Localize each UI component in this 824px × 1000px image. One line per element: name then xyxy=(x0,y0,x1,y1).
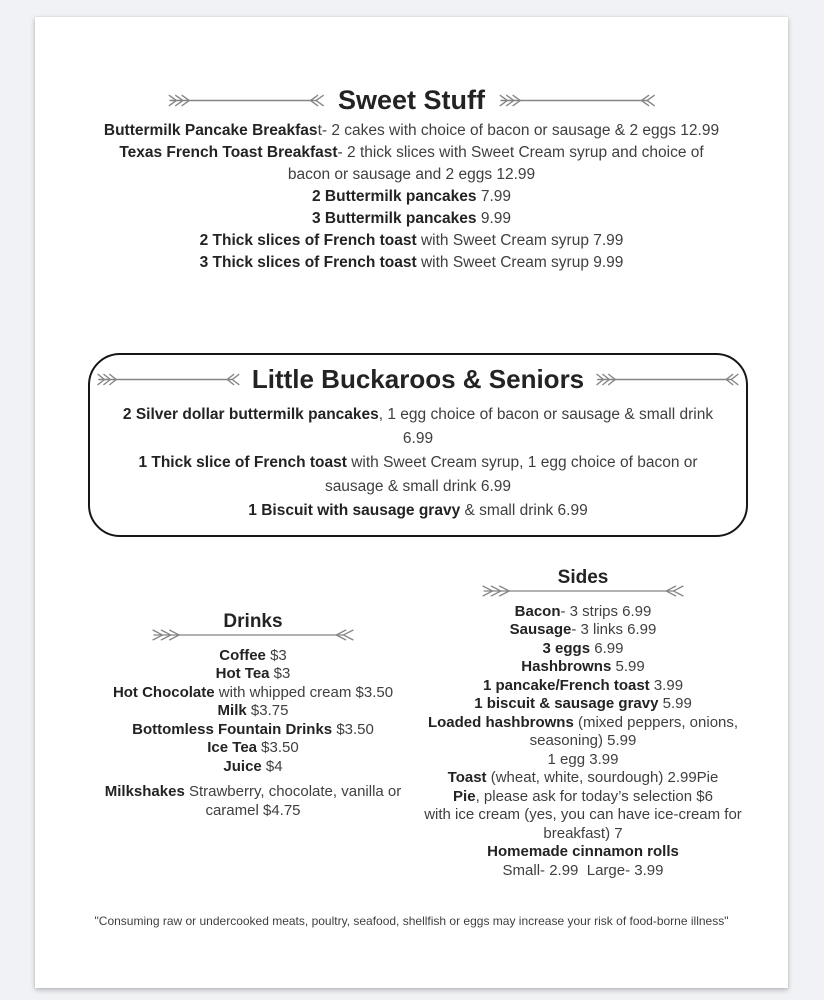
item-desc: with Sweet Cream syrup, 1 egg choice of bacon or sausage & small drink 6.99 xyxy=(324,453,698,495)
item-name: Coffee xyxy=(219,646,266,664)
item-name: Milk xyxy=(217,702,247,720)
arrow-left-icon xyxy=(166,93,327,108)
menu-item xyxy=(423,862,743,881)
menu-item xyxy=(103,665,403,684)
columns-area xyxy=(35,567,788,927)
item-name: Texas French Toast Breakfast xyxy=(119,143,338,161)
menu-item xyxy=(423,603,743,622)
disclaimer-text: "Consuming raw or undercooked meats, poultry, seafood, shellfish or eggs may increase your risk of food-borne illness" xyxy=(94,914,729,928)
menu-item xyxy=(423,751,743,770)
item-desc: $3.50 xyxy=(257,739,299,757)
menu-sheet xyxy=(35,17,788,988)
item-name: Hot Chocolate xyxy=(112,683,215,701)
item-desc: t- 2 cakes with choice of bacon or sausage & 2 eggs 12.99 xyxy=(317,121,720,139)
item-desc: $3.50 xyxy=(332,720,374,738)
item-desc: $3.75 xyxy=(246,702,289,720)
menu-item xyxy=(103,721,403,740)
item-desc: 7.99 xyxy=(476,187,512,205)
item-name: Hot Tea xyxy=(215,665,270,683)
item-desc: - 3 links 6.99 xyxy=(571,621,657,639)
drinks-items xyxy=(103,647,403,821)
item-name: Toast xyxy=(447,769,487,787)
menu-item xyxy=(103,739,403,758)
item-desc: 5.99 xyxy=(658,695,692,713)
item-desc: (mixed peppers, onions, seasoning) 5.99 xyxy=(529,713,739,750)
section-drinks xyxy=(103,611,403,820)
item-name: Hashbrowns xyxy=(521,658,612,676)
arrow-left-icon xyxy=(95,372,242,387)
menu-item xyxy=(423,695,743,714)
menu-item xyxy=(423,640,743,659)
item-desc: - 2 thick slices with Sweet Cream syrup and choice of bacon or sausage and 2 eggs 12.99 xyxy=(287,143,704,183)
menu-item xyxy=(423,714,743,751)
item-name: Bacon xyxy=(514,602,561,620)
menu-item xyxy=(423,843,743,862)
item-name: 1 biscuit & sausage gravy xyxy=(474,695,659,713)
item-name: 1 Thick slice of French toast xyxy=(138,453,347,471)
item-name: Loaded hashbrowns xyxy=(427,713,574,731)
sweet-stuff-items xyxy=(100,120,724,274)
menu-item xyxy=(423,621,743,640)
menu-item xyxy=(100,186,724,208)
item-desc: 6.99 xyxy=(590,639,624,657)
item-name: Sausage xyxy=(509,621,572,639)
menu-item xyxy=(100,252,724,274)
item-name: 3 Thick slices of French toast xyxy=(199,253,417,271)
item-desc: $3 xyxy=(269,665,291,683)
sweet-stuff-title: Sweet Stuff xyxy=(338,85,486,115)
menu-item xyxy=(121,403,715,451)
item-name: Ice Tea xyxy=(207,739,258,757)
item-desc: (wheat, white, sourdough) 2.99Pie xyxy=(486,769,719,787)
little-buckaroos-items xyxy=(121,403,715,523)
item-name: 2 Buttermilk pancakes xyxy=(311,187,477,205)
item-desc: 3.99 xyxy=(649,676,684,694)
section-little-buckaroos xyxy=(88,353,748,537)
menu-item xyxy=(103,647,403,666)
item-name: Buttermilk Pancake Breakfas xyxy=(103,121,318,139)
item-name: 1 Biscuit with sausage gravy xyxy=(248,501,461,519)
little-buckaroos-header xyxy=(95,365,741,394)
menu-item xyxy=(103,684,403,703)
item-desc: with Sweet Cream syrup 9.99 xyxy=(416,253,624,271)
item-name: Milkshakes xyxy=(104,783,185,801)
item-desc: 5.99 xyxy=(611,658,645,676)
item-desc: Strawberry, chocolate, vanilla or caramel $4.75 xyxy=(184,783,402,819)
item-name: 3 eggs xyxy=(542,639,591,657)
menu-item xyxy=(423,658,743,677)
item-desc: 9.99 xyxy=(476,209,512,227)
sides-title: Sides xyxy=(557,567,609,588)
item-desc: with Sweet Cream syrup 7.99 xyxy=(416,231,624,249)
sides-items xyxy=(423,603,743,881)
arrow-right-icon xyxy=(594,372,741,387)
item-desc: $4 xyxy=(261,757,283,775)
menu-item xyxy=(121,499,715,523)
item-desc: $3 xyxy=(265,646,287,664)
menu-item xyxy=(103,783,403,820)
item-name: Pie xyxy=(453,787,476,805)
section-sides xyxy=(423,567,743,880)
arrow-right-icon xyxy=(497,93,658,108)
menu-item xyxy=(423,677,743,696)
menu-item xyxy=(100,208,724,230)
item-desc: Small- 2.99 Large- 3.99 xyxy=(502,861,664,879)
menu-item xyxy=(423,806,743,843)
item-desc: 1 egg 3.99 xyxy=(547,750,619,768)
item-name: 1 pancake/French toast xyxy=(482,676,650,694)
item-desc: , please ask for today’s selection $6 xyxy=(475,787,713,805)
menu-item xyxy=(121,451,715,499)
menu-item xyxy=(103,702,403,721)
item-name: Juice xyxy=(223,757,262,775)
item-desc: with whipped cream $3.50 xyxy=(214,683,394,701)
little-buckaroos-title: Little Buckaroos & Seniors xyxy=(251,364,585,394)
item-desc: - 3 strips 6.99 xyxy=(560,602,652,620)
item-desc: with ice cream (yes, you can have ice-cream for breakfast) 7 xyxy=(424,806,742,842)
sweet-stuff-header xyxy=(166,86,658,116)
item-name: 3 Buttermilk pancakes xyxy=(311,209,477,227)
menu-item xyxy=(103,758,403,777)
item-desc: & small drink 6.99 xyxy=(460,501,588,519)
item-name: 2 Silver dollar buttermilk pancakes xyxy=(122,405,379,423)
item-name: Homemade cinnamon rolls xyxy=(487,843,679,861)
drinks-title: Drinks xyxy=(223,611,283,632)
menu-item xyxy=(100,142,724,186)
menu-item xyxy=(423,769,743,788)
item-desc: , 1 egg choice of bacon or sausage & small drink 6.99 xyxy=(378,405,714,447)
menu-item xyxy=(100,230,724,252)
item-name: 2 Thick slices of French toast xyxy=(199,231,417,249)
section-sweet-stuff xyxy=(35,86,788,274)
menu-item xyxy=(423,788,743,807)
menu-item xyxy=(100,120,724,142)
item-name: Bottomless Fountain Drinks xyxy=(132,720,333,738)
